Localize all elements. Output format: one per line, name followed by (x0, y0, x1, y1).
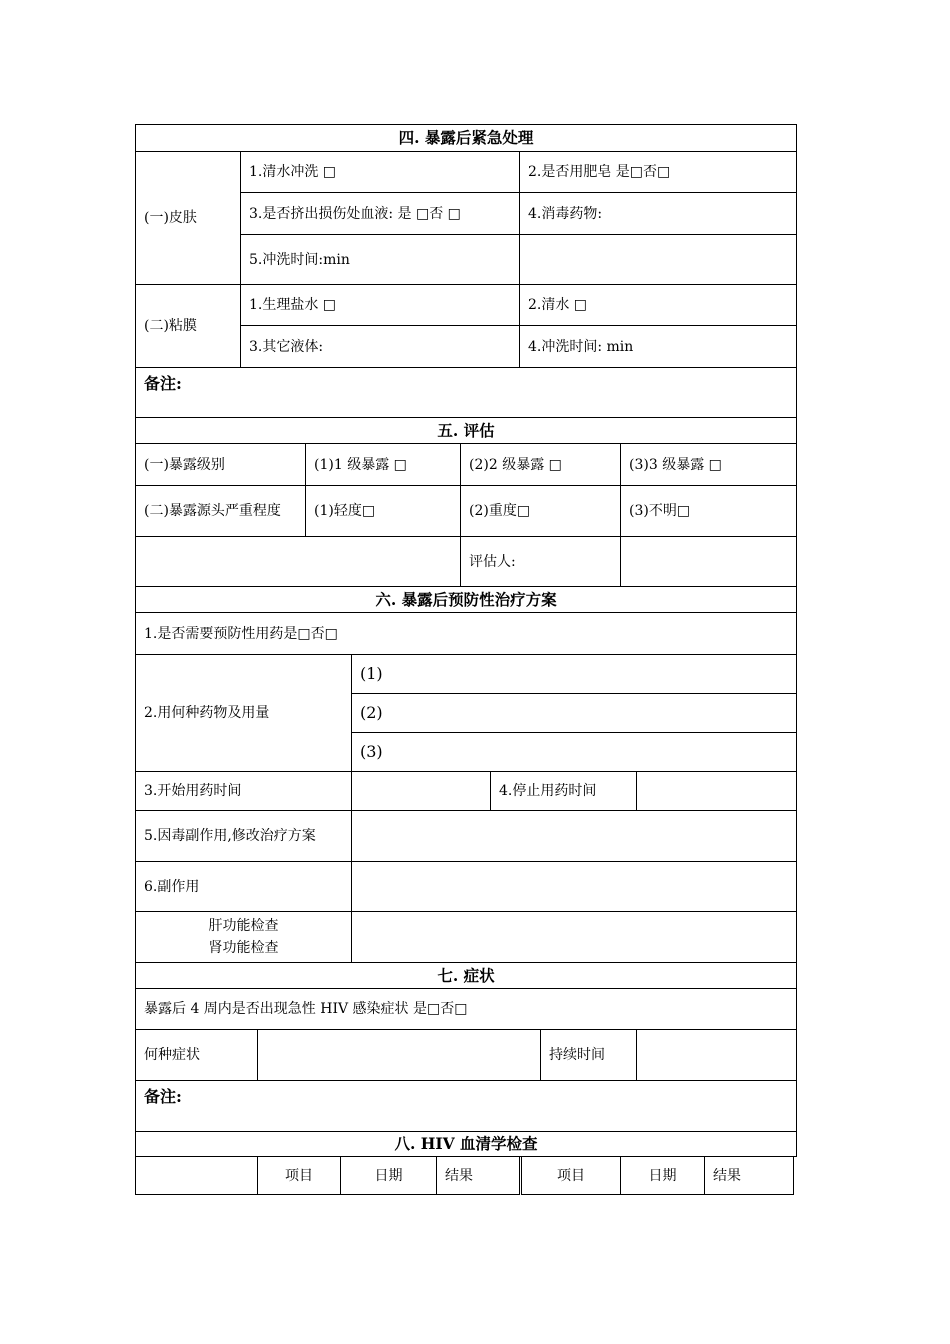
serology-result-header-1: 结果 (436, 1156, 520, 1195)
drug-3[interactable]: (3) (351, 732, 797, 772)
drug-dosage-label: 2.用何种药物及用量 (135, 654, 352, 772)
function-tests-input[interactable] (351, 911, 797, 963)
sec7-note[interactable]: 备注: (135, 1080, 797, 1132)
sec8-title: 八. HIV 血清学检查 (135, 1131, 797, 1157)
duration-label: 持续时间 (540, 1029, 637, 1081)
mucosa-rinse-time[interactable]: 4.冲洗时间: min (519, 325, 797, 368)
which-symptoms-label: 何种症状 (135, 1029, 258, 1081)
sec4-title: 四. 暴露后紧急处理 (135, 124, 797, 152)
start-time-label: 3.开始用药时间 (135, 771, 352, 811)
mucosa-saline[interactable]: 1.生理盐水 □ (240, 284, 520, 326)
skin-label: (一)皮肤 (135, 151, 241, 285)
modify-plan-label: 5.因毒副作用,修改治疗方案 (135, 810, 352, 862)
source-severity-label: (二)暴露源头严重程度 (135, 485, 306, 537)
kidney-function-label: 肾功能检查 (208, 940, 279, 956)
severity-severe[interactable]: (2)重度□ (460, 485, 621, 537)
mucosa-water[interactable]: 2.清水 □ (519, 284, 797, 326)
skin-soap[interactable]: 2.是否用肥皂 是□否□ (519, 151, 797, 193)
serology-date-header-2: 日期 (620, 1156, 705, 1195)
severity-unknown[interactable]: (3)不明□ (620, 485, 797, 537)
exposure-level-1[interactable]: (1)1 级暴露 □ (305, 443, 461, 486)
severity-mild[interactable]: (1)轻度□ (305, 485, 461, 537)
exposure-level-label: (一)暴露级别 (135, 443, 306, 486)
serology-item-header-1: 项目 (257, 1156, 341, 1195)
sec6-title: 六. 暴露后预防性治疗方案 (135, 586, 797, 613)
assessor-label: 评估人: (460, 536, 621, 587)
drug-1[interactable]: (1) (351, 654, 797, 694)
duration-input[interactable] (636, 1029, 797, 1081)
assessment-empty-cell (135, 536, 461, 587)
sec4-note[interactable]: 备注: (135, 367, 797, 418)
function-tests-label (135, 911, 352, 963)
modify-plan-input[interactable] (351, 810, 797, 862)
sec7-title: 七. 症状 (135, 962, 797, 989)
side-effect-label: 6.副作用 (135, 861, 352, 912)
stop-time-input[interactable] (636, 771, 797, 811)
assessor-input[interactable] (620, 536, 797, 587)
serology-item-header-2: 项目 (521, 1156, 621, 1195)
skin-disinfectant[interactable]: 4.消毒药物: (519, 192, 797, 235)
prophylaxis-needed[interactable]: 1.是否需要预防性用药是□否□ (135, 612, 797, 655)
mucosa-label: (二)粘膜 (135, 284, 241, 368)
start-time-input[interactable] (351, 771, 491, 811)
which-symptoms-input[interactable] (257, 1029, 541, 1081)
exposure-level-3[interactable]: (3)3 级暴露 □ (620, 443, 797, 486)
liver-function-label: 肝功能检查 (208, 918, 279, 934)
mucosa-other-liquid[interactable]: 3.其它液体: (240, 325, 520, 368)
skin-squeeze-blood[interactable]: 3.是否挤出损伤处血液: 是 □否 □ (240, 192, 520, 235)
stop-time-label: 4.停止用药时间 (490, 771, 637, 811)
side-effect-input[interactable] (351, 861, 797, 912)
skin-empty-cell (519, 234, 797, 285)
skin-rinse-water[interactable]: 1.清水冲洗 □ (240, 151, 520, 193)
acute-hiv-symptoms[interactable]: 暴露后 4 周内是否出现急性 HIV 感染症状 是□否□ (135, 988, 797, 1030)
skin-rinse-time[interactable]: 5.冲洗时间:min (240, 234, 520, 285)
drug-2[interactable]: (2) (351, 693, 797, 733)
exposure-level-2[interactable]: (2)2 级暴露 □ (460, 443, 621, 486)
serology-result-header-2: 结果 (704, 1156, 794, 1195)
serology-empty-cell (135, 1156, 258, 1195)
serology-date-header-1: 日期 (340, 1156, 437, 1195)
sec5-title: 五. 评估 (135, 417, 797, 444)
